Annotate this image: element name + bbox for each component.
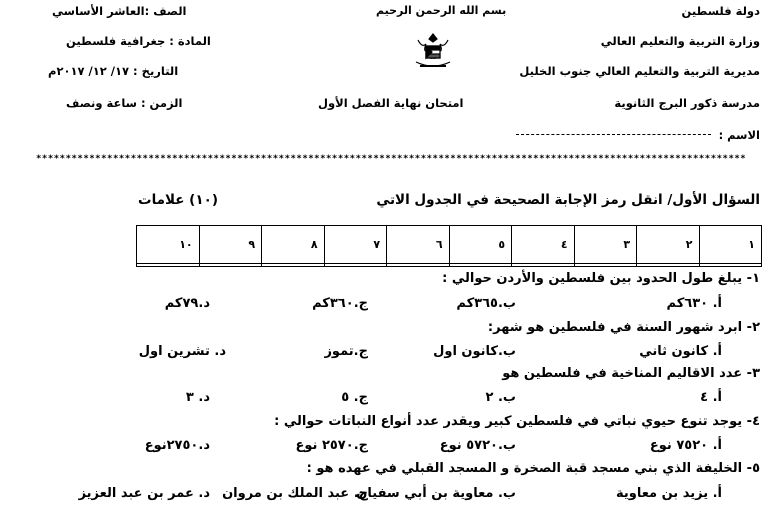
q1-option-c[interactable]: ج.٣٦٠كم — [312, 296, 368, 311]
answer-blank-cell[interactable] — [512, 264, 574, 267]
q1-option-a[interactable]: أ. ٦٣٠كم — [666, 296, 722, 311]
answer-blank-cell[interactable] — [699, 264, 761, 267]
q3-option-c[interactable]: ج. ٥ — [341, 390, 368, 405]
q2-option-b[interactable]: ب.كانون اول — [433, 344, 516, 359]
answer-blank-cell[interactable] — [449, 264, 511, 267]
answer-number-cell: ٢ — [637, 226, 699, 264]
answer-blank-cell[interactable] — [637, 264, 699, 267]
answer-table-blank-row — [137, 264, 762, 267]
q2-option-a[interactable]: أ. كانون ثاني — [639, 344, 722, 359]
question-4: ٤- يوجد تنوع حيوي نباتي في فلسطين كبير ويقدر عدد أنواع النباتات حوالي : — [274, 414, 760, 429]
exam-title: امتحان نهاية الفصل الأول — [318, 96, 464, 110]
header-state: دولة فلسطين — [681, 4, 760, 18]
answer-number-cell: ٣ — [574, 226, 636, 264]
answer-number-cell: ٨ — [262, 226, 324, 264]
answer-table-header-row — [137, 226, 762, 264]
answer-blank-cell[interactable] — [387, 264, 449, 267]
q5-option-c[interactable]: ج. عبد الملك بن مروان — [222, 486, 368, 501]
question-1: ١- يبلغ طول الحدود بين فلسطين والأردن حوالي : — [442, 271, 760, 286]
q4-option-a[interactable]: أ. ٧٥٢٠ نوع — [649, 438, 722, 453]
time-label: الزمن : ساعة ونصف — [66, 96, 183, 110]
answer-blank-cell[interactable] — [324, 264, 386, 267]
subject-label: المادة : جغرافية فلسطين — [66, 34, 211, 48]
q3-option-b[interactable]: ب. ٢ — [485, 390, 516, 405]
section1-title: السؤال الأول/ انقل رمز الإجابة الصحيحة في الجدول الاتي — [376, 192, 760, 208]
header-ministry: وزارة التربية والتعليم العالي — [600, 34, 760, 48]
q5-option-d[interactable]: د. عمر بن عبد العزيز — [78, 486, 210, 501]
answer-blank-cell[interactable] — [574, 264, 636, 267]
basmala: بسم الله الرحمن الرحيم — [376, 4, 507, 17]
answer-blank-cell[interactable] — [199, 264, 261, 267]
star-divider: ************************************************************************************************************************ — [36, 154, 747, 164]
q5-option-a[interactable]: أ. يزيد بن معاوية — [615, 486, 722, 501]
q4-option-c[interactable]: ج.٢٥٧٠ نوع — [295, 438, 368, 453]
question-2: ٢- ابرد شهور السنة في فلسطين هو شهر: — [487, 320, 760, 335]
header-school: مدرسة ذكور البرج الثانوية — [614, 96, 760, 110]
answer-blank-cell[interactable] — [262, 264, 324, 267]
q1-option-d[interactable]: د.٧٩كم — [164, 296, 210, 311]
q2-option-c[interactable]: ج.تموز — [324, 344, 368, 359]
date-label: التاريخ : ١٧/ ١٢/ ٢٠١٧م — [48, 64, 179, 78]
q4-option-b[interactable]: ب.٥٧٢٠ نوع — [439, 438, 516, 453]
name-blank-line[interactable] — [516, 130, 711, 135]
answer-number-cell: ١٠ — [137, 226, 200, 264]
answer-number-cell: ٥ — [449, 226, 511, 264]
palestine-emblem — [408, 30, 458, 74]
q3-option-d[interactable]: د. ٣ — [185, 390, 210, 405]
answer-number-cell: ١ — [699, 226, 761, 264]
section1-marks: (١٠) علامات — [138, 192, 218, 208]
question-3: ٣- عدد الاقاليم المناخية في فلسطين هو — [502, 366, 760, 381]
q3-option-a[interactable]: أ. ٤ — [700, 390, 722, 405]
name-label: الاسم : — [718, 128, 760, 142]
header-directorate: مديرية التربية والتعليم العالي جنوب الخليل — [519, 64, 760, 78]
q4-option-d[interactable]: د.٢٧٥٠نوع — [144, 438, 210, 453]
q2-option-d[interactable]: د. تشرين اول — [138, 344, 226, 359]
answer-number-cell: ٤ — [512, 226, 574, 264]
grade-label: الصف :العاشر الأساسي — [52, 4, 187, 18]
answer-number-cell: ٧ — [324, 226, 386, 264]
question-5: ٥- الخليفة الذي بني مسجد قبة الصخرة و المسجد القبلي في عهده هو : — [306, 461, 760, 476]
answer-number-cell: ٩ — [199, 226, 261, 264]
answer-blank-cell[interactable] — [137, 264, 200, 267]
q1-option-b[interactable]: ب.٣٦٥كم — [456, 296, 516, 311]
q5-option-b[interactable]: ب. معاوية بن أبي سفيان — [356, 486, 516, 501]
answer-number-cell: ٦ — [387, 226, 449, 264]
answer-table — [136, 225, 762, 267]
